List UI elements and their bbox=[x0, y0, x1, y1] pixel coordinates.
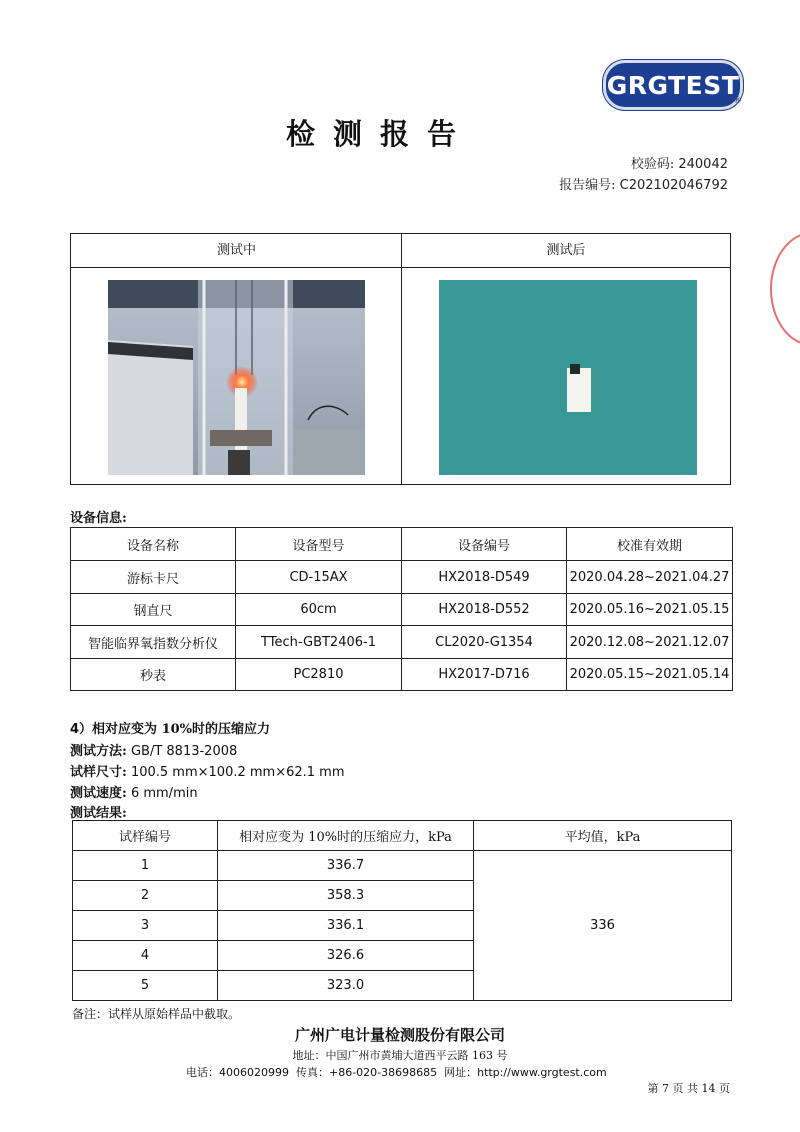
test-speed-value: 6 mm/min bbox=[130, 786, 198, 801]
results-header-average: 平均值，kPa bbox=[474, 821, 732, 851]
grgtest-logo bbox=[603, 60, 743, 110]
table-row bbox=[71, 659, 733, 691]
report-number-label: 报告编号: bbox=[559, 178, 616, 193]
stress-value: 336.7 bbox=[218, 851, 474, 881]
table-row bbox=[71, 561, 733, 594]
equipment-name: 钢直尺 bbox=[71, 594, 236, 626]
equipment-section-title-text: 设备信息: bbox=[70, 511, 127, 526]
equipment-model: CD-15AX bbox=[236, 561, 402, 594]
company-name: 广州广电计量检测股份有限公司 bbox=[294, 1026, 505, 1044]
check-code bbox=[631, 153, 728, 172]
photo-during-test bbox=[108, 280, 365, 475]
results-header-sample: 试样编号 bbox=[73, 821, 218, 851]
test-method-line bbox=[70, 740, 237, 759]
results-table bbox=[72, 820, 732, 1001]
equipment-section-title bbox=[70, 507, 127, 526]
sample-size-label: 试样尺寸: bbox=[70, 765, 127, 780]
results-header-row bbox=[73, 821, 732, 851]
company-address: 地址：中国广州市黄埔大道西平云路 163 号 bbox=[292, 1049, 508, 1062]
red-seal-stamp bbox=[770, 232, 800, 346]
equipment-calibration: 2020.12.08~2021.12.07 bbox=[567, 626, 733, 659]
test-section-title bbox=[70, 718, 270, 737]
sample-number: 2 bbox=[73, 881, 218, 911]
equipment-model: TTech-GBT2406-1 bbox=[236, 626, 402, 659]
table-row bbox=[71, 594, 733, 626]
photo-table-divider bbox=[401, 234, 402, 484]
equipment-calibration: 2020.04.28~2021.04.27 bbox=[567, 561, 733, 594]
equipment-name: 游标卡尺 bbox=[71, 561, 236, 594]
page-number: 第 7 页 共 14 页 bbox=[647, 1082, 730, 1095]
fax-label: 传真： bbox=[296, 1066, 329, 1079]
fax-value: +86-020-38698685 bbox=[329, 1066, 438, 1079]
report-title: 检测报告 bbox=[285, 117, 474, 151]
equipment-header-name: 设备名称 bbox=[71, 528, 236, 561]
test-section-number: 4） bbox=[70, 722, 93, 737]
equipment-number: HX2018-D549 bbox=[402, 561, 567, 594]
equipment-number: HX2017-D716 bbox=[402, 659, 567, 691]
web-label: 网址： bbox=[444, 1066, 478, 1079]
table-row bbox=[73, 851, 732, 881]
registered-mark: ® bbox=[733, 96, 742, 106]
check-code-label: 校验码: bbox=[630, 157, 675, 172]
equipment-model: 60cm bbox=[236, 594, 402, 626]
logo-text: GRGTEST bbox=[606, 70, 740, 100]
sample-number: 4 bbox=[73, 941, 218, 971]
table-row bbox=[71, 626, 733, 659]
sample-number: 5 bbox=[73, 971, 218, 1001]
equipment-header-model: 设备型号 bbox=[236, 528, 402, 561]
stress-value: 323.0 bbox=[218, 971, 474, 1001]
equipment-name: 智能临界氧指数分析仪 bbox=[71, 626, 236, 659]
photo-table bbox=[70, 233, 731, 485]
equipment-calibration: 2020.05.15~2021.05.14 bbox=[567, 659, 733, 691]
photo-header-after-test: 测试后 bbox=[402, 234, 730, 268]
report-number-value: C202102046792 bbox=[619, 178, 728, 193]
test-result-label: 测试结果: bbox=[70, 806, 127, 821]
stress-value: 336.1 bbox=[218, 911, 474, 941]
stress-value: 358.3 bbox=[218, 881, 474, 911]
sample-number: 1 bbox=[73, 851, 218, 881]
web-link[interactable]: http://www.grgtest.com bbox=[477, 1066, 607, 1079]
phone-label: 电话： bbox=[186, 1066, 219, 1079]
test-speed-label: 测试速度: bbox=[70, 786, 127, 801]
photo-after-test bbox=[439, 280, 697, 475]
note: 备注：试样从原始样品中截取。 bbox=[72, 1007, 241, 1021]
equipment-model: PC2810 bbox=[236, 659, 402, 691]
equipment-table bbox=[70, 527, 733, 691]
equipment-name: 秒表 bbox=[71, 659, 236, 691]
equipment-header-calibration: 校准有效期 bbox=[567, 528, 733, 561]
sample-size-value: 100.5 mm×100.2 mm×62.1 mm bbox=[130, 765, 345, 780]
equipment-number: HX2018-D552 bbox=[402, 594, 567, 626]
test-section-title-text: 相对应变为 10%时的压缩应力 bbox=[92, 722, 271, 737]
company-contact bbox=[186, 1064, 607, 1080]
average-value: 336 bbox=[474, 851, 732, 1001]
check-code-value: 240042 bbox=[678, 157, 728, 172]
sample-size-line bbox=[70, 761, 345, 780]
phone-value: 4006020999 bbox=[219, 1066, 289, 1079]
photo-header-during-test: 测试中 bbox=[71, 234, 402, 268]
equipment-calibration: 2020.05.16~2021.05.15 bbox=[567, 594, 733, 626]
equipment-header-number: 设备编号 bbox=[402, 528, 567, 561]
report-number bbox=[559, 174, 728, 193]
test-result-line bbox=[70, 802, 127, 821]
results-header-stress: 相对应变为 10%时的压缩应力，kPa bbox=[218, 821, 474, 851]
test-speed-line bbox=[70, 782, 198, 801]
sample-number: 3 bbox=[73, 911, 218, 941]
equipment-header-row bbox=[71, 528, 733, 561]
stress-value: 326.6 bbox=[218, 941, 474, 971]
test-method-label: 测试方法: bbox=[70, 744, 127, 759]
test-method-value: GB/T 8813-2008 bbox=[130, 744, 238, 759]
equipment-number: CL2020-G1354 bbox=[402, 626, 567, 659]
